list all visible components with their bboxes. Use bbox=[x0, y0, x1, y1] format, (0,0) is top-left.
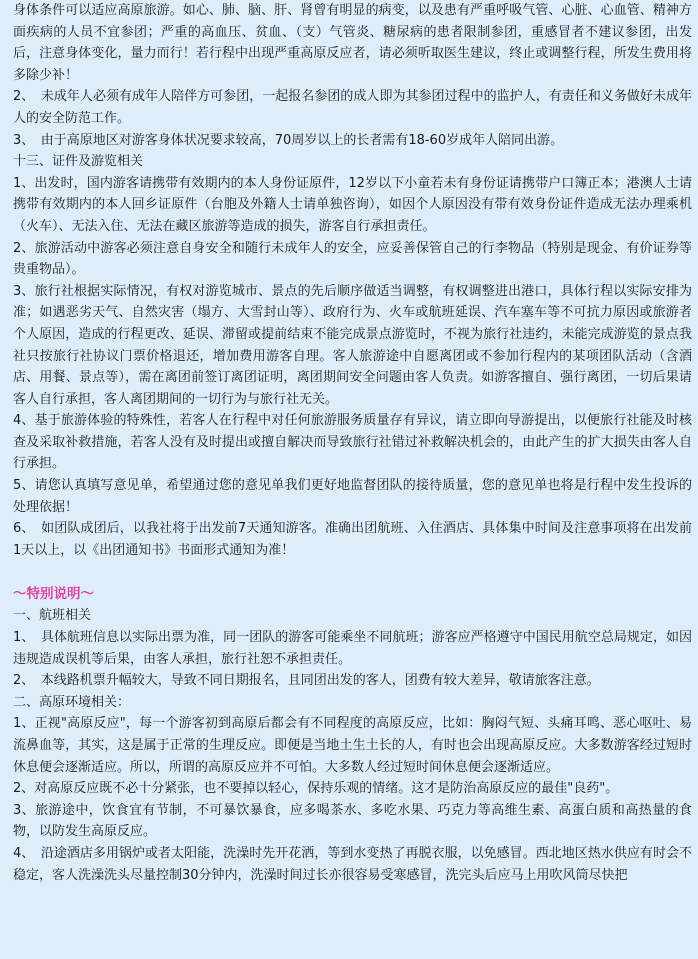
paragraph-safety: 2、旅游活动中游客必须注意自身安全和随行未成年人的安全，应妥善保管自己的行李物品（特别是现金、有价证券等贵重物品）。 bbox=[13, 240, 692, 278]
paragraph-altitude-sickness: 1、正视"高原反应"，每一个游客初到高原后都会有不同程度的高原反应，比如：胸闷气短、头痛耳鸣、恶心呕吐、易流鼻血等，其实，这是属于正常的生理反应。即便是当地土生土长的人，有时也会出现高原反应。大多数游客经过短时休息便会逐渐适应。所以，所谓的高原反应并不可怕。大多数人经过短时间休息便会逐渐适应。 bbox=[13, 716, 692, 775]
special-notes-title: ～特别说明～ bbox=[13, 586, 94, 603]
paragraph-hotel-shower: 4、 沿途酒店多用锅炉或者太阳能，洗澡时先开花洒，等到水变热了再脱衣服，以免感冒。西北地区热水供应有时会不稳定，客人洗澡洗头尽量控制30分钟内，洗澡时间过长亦很容易受寒感冒，洗完头后应马上用吹风筒尽快把 bbox=[13, 845, 692, 883]
heading-flights: 一、航班相关 bbox=[13, 608, 92, 624]
notice-section bbox=[13, 0, 692, 561]
paragraph-fare-variance: 2、 本线路机票升幅较大，导致不同日期报名，且同团出发的客人，团费有较大差异，敬请旅客注意。 bbox=[13, 673, 600, 689]
heading-altitude: 二、高原环境相关： bbox=[13, 694, 131, 710]
heading-documents: 十三、证件及游览相关 bbox=[13, 154, 144, 170]
section-spacer bbox=[13, 561, 692, 583]
paragraph-feedback: 5、请您认真填写意见单，希望通过您的意见单我们更好地监督团队的接待质量，您的意见单也将是行程中发生投诉的处理依据！ bbox=[13, 478, 692, 515]
paragraph-complaints: 4、基于旅游体验的特殊性，若客人在行程中对任何旅游服务质量存有异议，请立即向导游提出，以便旅行社能及时核查及采取补救措施，若客人没有及时提出或擅自解决而导致旅行社错过补救解决机会的，由此产生的扩大损失由客人自行承担。 bbox=[13, 413, 692, 472]
paragraph-id-documents: 1、出发时，国内游客请携带有效期内的本人身份证原件，12岁以下小童若未有身份证请携带户口簿正本；港澳人士请携带有效期内的本人回乡证原件（台胞及外籍人士请单独咨询），如因个人原因没有带有效身份证件造成无法办理乘机（火车）、无法入住、无法在藏区旅游等造成的损失，游客自行承担责任。 bbox=[13, 175, 692, 234]
paragraph-flight-info: 1、 具体航班信息以实际出票为准，同一团队的游客可能乘坐不同航班；游客应严格遵守中国民用航空总局规定，如因违规造成误机等后果，由客人承担，旅行社恕不承担责任。 bbox=[13, 630, 692, 667]
paragraph-health: 身体条件可以适应高原旅游。如心、肺、脑、肝、肾曾有明显的病变，以及患有严重呼吸气管、心脏、心血管、精神方面疾病的人员不宜参团；严重的高血压、贫血、（支）气管炎、糖尿病的患者限制参团，重感冒者不建议参团，出发后，注意身体变化，量力而行！若行程中出现严重高原反应者，请必须听取医生建议，终止或调整行程，所发生费用将多除少补！ bbox=[13, 3, 692, 83]
paragraph-optimism: 2、对高原反应既不必十分紧张，也不要掉以轻心，保持乐观的情绪。这才是防治高原反应的最佳"良药"。 bbox=[13, 781, 619, 797]
paragraph-elderly: 3、 由于高原地区对游客身体状况要求较高，70周岁以上的长者需有18-60岁成年人陪同出游。 bbox=[13, 132, 564, 148]
paragraph-diet: 3、旅游途中，饮食宜有节制，不可暴饮暴食，应多喝茶水、多吃水果、巧克力等高维生素、高蛋白质和高热量的食物，以防发生高原反应。 bbox=[13, 802, 692, 840]
special-notes-section bbox=[13, 583, 692, 886]
paragraph-departure-notice: 6、 如团队成团后，以我社将于出发前7天通知游客。准确出团航班、入住酒店、具体集中时间及注意事项将在出发前1天以上，以《出团通知书》书面形式通知为准！ bbox=[13, 521, 692, 558]
paragraph-minors: 2、 未成年人必须有成年人陪伴方可参团，一起报名参团的成人即为其参团过程中的监护人，有责任和义务做好未成年人的安全防范工作。 bbox=[13, 89, 692, 126]
paragraph-itinerary-changes: 3、旅行社根据实际情况，有权对游览城市、景点的先后顺序做适当调整，有权调整进出港口，具体行程以实际安排为准；如遇恶劣天气、自然灾害（塌方、大雪封山等）、政府行为、火车或航班延误、汽车塞车等不可抗力原因或旅游者个人原因，造成的行程更改、延误、滞留或提前结束不能完成景点游览时，不视为旅行社违约，未能完成游览的景点我社只按旅行社协议门票价格退还，增加费用游客自理。客人旅游途中自愿离团或不参加行程内的某项团队活动（含酒店、用餐、景点等），需在离团前签订离团证明，离团期间安全问题由客人负责。如游客擅自、强行离团，一切后果请客人自行承担，客人离团期间的一切行为与旅行社无关。 bbox=[13, 283, 692, 407]
